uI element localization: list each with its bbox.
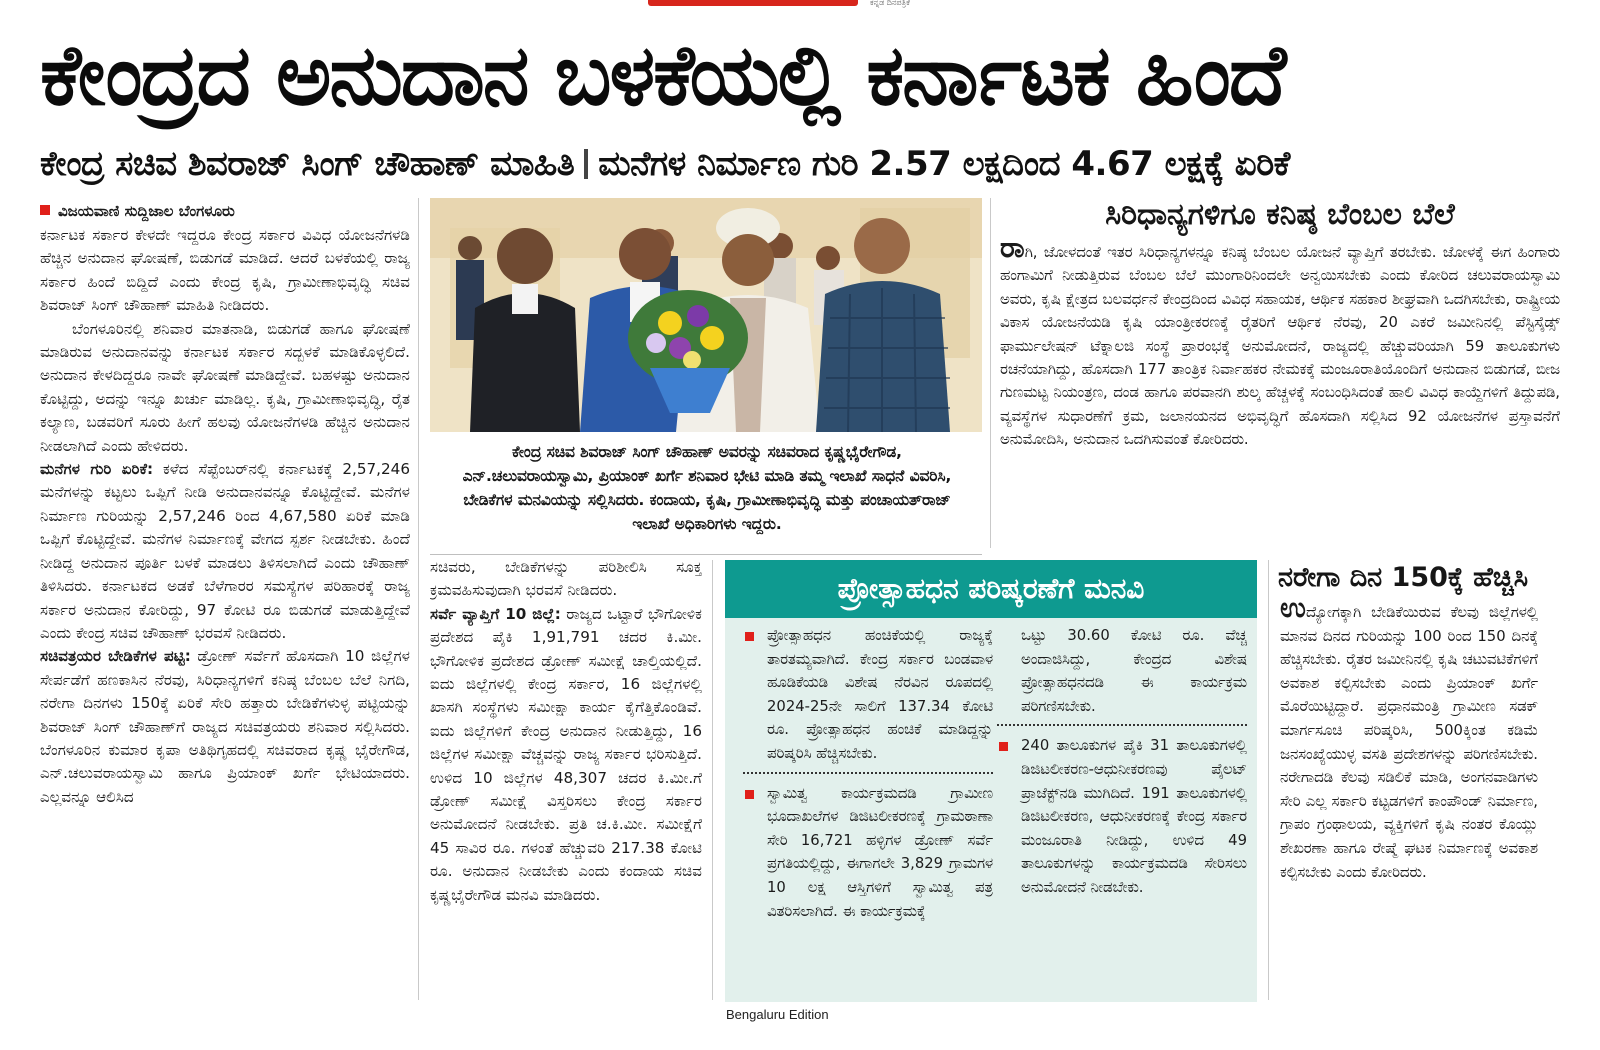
dropcap: ರಾ <box>1000 240 1025 264</box>
incentive-box-title: ಪ್ರೋತ್ಸಾಹಧನ ಪರಿಷ್ಕರಣೆಗೆ ಮನವಿ <box>725 560 1257 618</box>
main-story-paragraph <box>40 645 410 809</box>
subheadline-separator <box>584 149 588 179</box>
list-item <box>743 782 993 924</box>
caption-rule <box>430 554 982 555</box>
bullet-square-icon <box>999 742 1008 751</box>
subhead-lead: ಮನೆಗಳ ಗುರಿ ಏರಿಕೆ: <box>40 460 154 479</box>
paragraph-text: ರಾಜ್ಯದ ಒಟ್ಟಾರೆ ಭೌಗೋಳಿಕ ಪ್ರದೇಶದ ಪೈಕಿ 1,91,791 ಚದರ ಕಿ.ಮೀ. ಭೌಗೋಳಿಕ ಪ್ರದೇಶದ ಡ್ರೋಣ್ ಸಮೀಕ್ಷೆ ಚಾಲ್ತಿಯಲ್ಲಿದೆ. ಐದು ಜಿಲ್ಲೆಗಳಲ್ಲಿ ಕೇಂದ್ರ ಸರ್ಕಾರ, 16 ಜಿಲ್ಲೆಗಳಲ್ಲಿ ಖಾಸಗಿ ಸಂಸ್ಥೆಗಳು ಸಮೀಕ್ಷಾ ಕಾರ್ಯ ಕೈಗೆತ್ತಿಕೊಂಡಿವೆ. ಐದು ಜಿಲ್ಲೆಗಳಿಗೆ ಕೇಂದ್ರ ಅನುದಾನ ನೀಡುತ್ತಿದ್ದು, 16 ಜಿಲ್ಲೆಗಳ ಸಮೀಕ್ಷಾ ವೆಚ್ಚವನ್ನು ರಾಜ್ಯ ಸರ್ಕಾರ ಭರಿಸುತ್ತಿದೆ. ಉಳಿದ 10 ಜಿಲ್ಲೆಗಳ 48,307 ಚದರ ಕಿ.ಮೀ.ಗೆ ಡ್ರೋಣ್ ಸಮೀಕ್ಷೆ ವಿಸ್ತರಿಸಲು ಕೇಂದ್ರ ಸರ್ಕಾರ ಅನುಮೋದನೆ ನೀಡಬೇಕು. ಪ್ರತಿ ಚ.ಕಿ.ಮೀ. ಸಮೀಕ್ಷೆಗೆ 45 ಸಾವಿರ ರೂ. ಗಳಂತೆ ಹೆಚ್ಚುವರಿ 217.38 ಕೋಟಿ ರೂ. ಅನುದಾನ ನೀಡಬೇಕು ಎಂದು ಕಂದಾಯ ಸಚಿವ ಕೃಷ್ಣಭೈರೇಗೌಡ ಮನವಿ ಮಾಡಿದರು. <box>430 604 702 904</box>
main-story-paragraph: ಸಚಿವರು, ಬೇಡಿಕೆಗಳನ್ನು ಪರಿಶೀಲಿಸಿ ಸೂಕ್ತ ಕ್ರಮವಹಿಸುವುದಾಗಿ ಭರವಸೆ ನೀಡಿದರು. <box>430 558 702 600</box>
column-rule <box>418 198 419 1000</box>
column-rule <box>990 198 991 548</box>
list-item-continued <box>997 624 1247 718</box>
list-item-text: 240 ತಾಲೂಕುಗಳ ಪೈಕಿ 31 ತಾಲೂಕುಗಳಲ್ಲಿ ಡಿಜಿಟಲೀಕರಣ-ಆಧುನೀಕರಣವು ಪೈಲಟ್ ಪ್ರಾಜೆಕ್ಟ್‌ನಡಿ ಮುಗಿದಿದೆ. 191 ತಾಲೂಕುಗಳಲ್ಲಿ ಡಿಜಿಟಲೀಕರಣ, ಆಧುನೀಕರಣಕ್ಕೆ ಕೇಂದ್ರ ಸರ್ಕಾರ ಮಂಜೂರಾತಿ ನೀಡಿದ್ದು, ಉಳಿದ 49 ತಾಲೂಕುಗಳನ್ನು ಕಾರ್ಯಕ್ರಮದಡಿ ಸೇರಿಸಲು ಅನುಮೋದನೆ ನೀಡಬೇಕು. <box>1021 737 1247 896</box>
edition-label: Bengaluru Edition <box>726 1007 829 1022</box>
main-story-column-1 <box>40 200 410 1000</box>
list-item-text: ಒಟ್ಟು 30.60 ಕೋಟಿ ರೂ. ವೆಚ್ಚ ಅಂದಾಜಿಸಿದ್ದು, ಕೇಂದ್ರದ ವಿಶೇಷ ಪ್ರೋತ್ಸಾಹಧನದಡಿ ಈ ಕಾರ್ಯಕ್ರಮ ಪರಿಗಣಿಸಬೇಕು. <box>1021 627 1247 715</box>
nrega-story-paragraph <box>1280 600 1538 884</box>
bullet-square-icon <box>40 205 50 215</box>
headline: ಕೇಂದ್ರದ ಅನುದಾನ ಬಳಕೆಯಲ್ಲಿ ಕರ್ನಾಟಕ ಹಿಂದೆ <box>40 26 1285 124</box>
masthead-strip <box>0 0 1600 12</box>
news-photo <box>430 198 982 432</box>
list-item <box>997 734 1247 899</box>
photo-illustration <box>430 198 982 432</box>
dotted-separator <box>997 724 1247 726</box>
dotted-separator <box>743 772 993 774</box>
paragraph-text: ಡ್ರೋಣ್ ಸರ್ವೆಗೆ ಹೊಸದಾಗಿ 10 ಜಿಲ್ಲೆಗಳ ಸೇರ್ಪಡೆಗೆ ಹಣಕಾಸಿನ ನೆರವು, ಸಿರಿಧಾನ್ಯಗಳಿಗೆ ಕನಿಷ್ಠ ಬೆಂಬಲ ಬೆಲೆ ನಿಗದಿ, ನರೇಗಾ ದಿನಗಳು 150ಕ್ಕೆ ಏರಿಕೆ ಸೇರಿ ಹತ್ತಾರು ಬೇಡಿಕೆಗಳುಳ್ಳ ಪಟ್ಟಿಯನ್ನು ಶಿವರಾಜ್ ಸಿಂಗ್ ಚೌಹಾಣ್‌ಗೆ ರಾಜ್ಯದ ಸಚಿವತ್ರಯರು ಶನಿವಾರ ಸಲ್ಲಿಸಿದರು. ಬೆಂಗಳೂರಿನ ಕುಮಾರ ಕೃಪಾ ಅತಿಥಿಗೃಹದಲ್ಲಿ ಸಚಿವರಾದ ಕೃಷ್ಣ ಭೈರೇಗೌಡ, ಎನ್.ಚಲುವರಾಯಸ್ವಾಮಿ ಹಾಗೂ ಪ್ರಿಯಾಂಕ್ ಖರ್ಗೆ ಭೇಟಿಯಾದರು. ಎಲ್ಲವನ್ನೂ ಆಲಿಸಿದ <box>40 647 410 806</box>
column-rule <box>712 560 713 1000</box>
nrega-story-title: ನರೇಗಾ ದಿನ 150ಕ್ಕೆ ಹೆಚ್ಚಿಸಿ <box>1278 562 1529 593</box>
photo-caption: ಕೇಂದ್ರ ಸಚಿವ ಶಿವರಾಜ್ ಸಿಂಗ್ ಚೌಹಾಣ್ ಅವರನ್ನು ಸಚಿವರಾದ ಕೃಷ್ಣಭೈರೇಗೌಡ, ಎನ್.ಚಲುವರಾಯಸ್ವಾಮಿ, ಪ್ರಿಯಾಂಕ್ ಖರ್ಗೆ ಶನಿವಾರ ಭೇಟಿ ಮಾಡಿ ತಮ್ಮ ಇಲಾಖೆ ಸಾಧನೆ ವಿವರಿಸಿ, ಬೇಡಿಕೆಗಳ ಮನವಿಯನ್ನು ಸಲ್ಲಿಸಿದರು. ಕಂದಾಯ, ಕೃಷಿ, ಗ್ರಾಮೀಣಾಭಿವೃದ್ಧಿ ಮತ್ತು ಪಂಚಾಯತ್‌ರಾಜ್ ಇಲಾಖೆ ಅಧಿಕಾರಿಗಳು ಇದ್ದರು. <box>462 443 952 533</box>
subheadline <box>40 140 1570 188</box>
byline-text: ವಿಜಯವಾಣಿ ಸುದ್ದಿಜಾಲ ಬೆಂಗಳೂರು <box>58 202 235 220</box>
paragraph-text: ದ್ಯೋಗಕ್ಕಾಗಿ ಬೇಡಿಕೆಯಿರುವ ಕೆಲವು ಜಿಲ್ಲೆಗಳಲ್ಲಿ ಮಾನವ ದಿನದ ಗುರಿಯನ್ನು 100 ರಿಂದ 150 ದಿನಕ್ಕೆ ಹೆಚ್ಚಿಸಬೇಕು. ರೈತರ ಜಮೀನಿನಲ್ಲಿ ಕೃಷಿ ಚಟುವಟಿಕೆಗಳಿಗೆ ಅವಕಾಶ ಕಲ್ಪಿಸಬೇಕು ಎಂದು ಪ್ರಿಯಾಂಕ್ ಖರ್ಗೆ ಮೊರೆಯಿಟ್ಟಿದ್ದಾರೆ. ಪ್ರಧಾನಮಂತ್ರಿ ಗ್ರಾಮೀಣ ಸಡಕ್ ಮಾರ್ಗಸೂಚಿ ಪರಿಷ್ಕರಿಸಿ, 500ಕ್ಕಿಂತ ಕಡಿಮೆ ಜನಸಂಖ್ಯೆಯುಳ್ಳ ವಸತಿ ಪ್ರದೇಶಗಳನ್ನು ಪರಿಗಣಿಸಬೇಕು. ನರೇಗಾದಡಿ ಕೆಲವು ಸಡಿಲಿಕೆ ಮಾಡಿ, ಅಂಗನವಾಡಿಗಳು ಸೇರಿ ಎಲ್ಲ ಸರ್ಕಾರಿ ಕಟ್ಟಡಗಳಿಗೆ ಕಾಂಪೌಂಡ್ ನಿರ್ಮಾಣ, ಗ್ರಾಪಂ ಗ್ರಂಥಾಲಯ, ವ್ಯಕ್ತಿಗಳಿಗೆ ಕೃಷಿ ನಂತರ ಕೊಯ್ಲು ಶೇಖರಣಾ ಹಾಗೂ ರೇಷ್ಮೆ ಘಟಕ ನಿರ್ಮಾಣಕ್ಕೆ ಅವಕಾಶ ಕಲ್ಪಿಸಬೇಕು ಎಂದು ಕೋರಿದರು. <box>1280 604 1538 881</box>
subheadline-left: ಕೇಂದ್ರ ಸಚಿವ ಶಿವರಾಜ್ ಸಿಂಗ್ ಚೌಹಾಣ್ ಮಾಹಿತಿ <box>40 144 575 184</box>
main-story-paragraph <box>430 603 702 907</box>
list-item-text: ಪ್ರೋತ್ಸಾಹಧನ ಹಂಚಿಕೆಯಲ್ಲಿ ರಾಜ್ಯಕ್ಕೆ ತಾರತಮ್ಯವಾಗಿದೆ. ಕೇಂದ್ರ ಸರ್ಕಾರ ಬಂಡವಾಳ ಹೂಡಿಕೆಯಡಿ ವಿಶೇಷ ನೆರವಿನ ರೂಪದಲ್ಲಿ 2024-25ನೇ ಸಾಲಿಗೆ 137.34 ಕೋಟಿ ರೂ. ಪ್ರೋತ್ಸಾಹಧನ ಹಂಚಿಕೆ ಮಾಡಿದ್ದನ್ನು ಪರಿಷ್ಕರಿಸಿ ಹೆಚ್ಚಿಸಬೇಕು. <box>767 627 993 762</box>
main-story-paragraph <box>40 458 410 645</box>
subhead-lead: ಸಚಿವತ್ರಯರ ಬೇಡಿಕೆಗಳ ಪಟ್ಟಿ: <box>40 647 191 666</box>
main-story-column-2 <box>430 556 702 996</box>
paragraph-text: ಕಳೆದ ಸೆಪ್ಟೆಂಬರ್‌ನಲ್ಲಿ ಕರ್ನಾಟಕಕ್ಕೆ 2,57,246 ಮನೆಗಳನ್ನು ಕಟ್ಟಲು ಒಪ್ಪಿಗೆ ನೀಡಿ ಅನುದಾನವನ್ನೂ ಕೊಟ್ಟಿದ್ದೇವೆ. ಮನೆಗಳ ನಿರ್ಮಾಣ ಗುರಿಯನ್ನು 2,57,246 ರಿಂದ 4,67,580 ಏರಿಕೆ ಮಾಡಿ ಒಪ್ಪಿಗೆ ಕೊಟ್ಟಿದ್ದೇವೆ. ಮನೆಗಳ ನಿರ್ಮಾಣಕ್ಕೆ ವೇಗದ ಸ್ಪರ್ಶ ನೀಡಬೇಕು. ಹಿಂದೆ ನೀಡಿದ್ದ ಅನುದಾನ ಪೂರ್ತಿ ಬಳಕೆ ಮಾಡಲು ತಿಳಿಸಲಾಗಿದೆ ಎಂದು ಚೌಹಾಣ್ ತಿಳಿಸಿದರು. ಕರ್ನಾಟಕದ ಅಡಕೆ ಬೆಳೆಗಾರರ ಸಮಸ್ಯೆಗಳ ಪರಿಹಾರಕ್ಕೆ ರಾಜ್ಯ ಸರ್ಕಾರ ಅನುದಾನ ಕೋರಿದ್ದು, 97 ಕೋಟಿ ರೂ ಬಿಡುಗಡೆ ಮಾಡುತ್ತಿದ್ದೇವೆ ಎಂದು ಕೇಂದ್ರ ಸಚಿವ ಚೌಹಾಣ್ ಭರವಸೆ ನೀಡಿದರು. <box>40 460 410 642</box>
dropcap: ಉ <box>1280 600 1306 624</box>
bullet-square-icon <box>745 790 754 799</box>
masthead-logo <box>648 0 858 6</box>
byline <box>40 200 410 222</box>
paragraph-text: ಗಿ, ಜೋಳದಂತೆ ಇತರ ಸಿರಿಧಾನ್ಯಗಳನ್ನೂ ಕನಿಷ್ಠ ಬೆಂಬಲ ಯೋಜನೆ ವ್ಯಾಪ್ತಿಗೆ ತರಬೇಕು. ಜೋಳಕ್ಕೆ ಈಗ ಹಿಂಗಾರು ಹಂಗಾಮಿಗೆ ನೀಡುತ್ತಿರುವ ಬೆಂಬಲ ಬೆಲೆ ಮುಂಗಾರಿನಿಂದಲೇ ಅನ್ವಯಿಸಬೇಕು ಎಂದು ಕೋರಿದ ಚಲುವರಾಯಸ್ವಾಮಿ ಅವರು, ಕೃಷಿ ಕ್ಷೇತ್ರದ ಬಲವರ್ಧನೆ ಕೇಂದ್ರದಿಂದ ವಿವಿಧ ಸಹಾಯಕ, ಆರ್ಥಿಕ ಸಹಕಾರ ಶೀಘ್ರವಾಗಿ ಒದಗಿಸಬೇಕು, ರಾಷ್ಟ್ರೀಯ ವಿಕಾಸ ಯೋಜನೆಯಡಿ ಕೃಷಿ ಯಾಂತ್ರೀಕರಣಕ್ಕೆ ರೈತರಿಗೆ ಆರ್ಥಿಕ ನೆರವು, 20 ಎಕರೆ ಜಮೀನಿನಲ್ಲಿ ಪೆಸ್ಟಿಸೈಡ್ಸ್ ಫಾರ್ಮುಲೇಷನ್ ಟೆಕ್ನಾಲಜಿ ಸಂಸ್ಥೆ ಪ್ರಾರಂಭಕ್ಕೆ ಅನುಮೋದನೆ, ರಾಜ್ಯದಲ್ಲಿ ಹೆಚ್ಚುವರಿಯಾಗಿ 59 ತಾಲೂಕುಗಳು ರಚನೆಯಾಗಿದ್ದು, ಹೊಸದಾಗಿ 177 ತಾಂತ್ರಿಕ ನಿರ್ವಾಹಕರ ನೇಮಕಕ್ಕೆ ಮಂಜೂರಾತಿಯೊಂದಿಗೆ ಅನುದಾನ ಬಿಡುಗಡೆ, ಬೀಜ ಗುಣಮಟ್ಟ ನಿಯಂತ್ರಣ, ದಂಡ ಹಾಗೂ ಪರವಾನಗಿ ಶುಲ್ಕ ಹೆಚ್ಚಳಕ್ಕೆ ಸಂಬಂಧಿಸಿದಂತೆ ಹಾಲಿ ವಿವಿಧ ಕಾಯ್ದೆಗಳಿಗೆ ತಿದ್ದುಪಡಿ, ವ್ಯವಸ್ಥೆಗಳ ಸುಧಾರಣೆಗೆ ಕ್ರಮ, ಜಲಾನಯನದ ಅಭಿವೃದ್ಧಿಗೆ ಹೊಸದಾಗಿ ಸಲ್ಲಿಸಿದ 92 ಯೋಜನೆಗಳ ಪ್ರಸ್ತಾವನೆಗೆ ಅನುಮೋದಿಸಿ, ಅನುದಾನ ಒದಗಿಸುವಂತೆ ಕೋರಿದರು. <box>1000 244 1560 449</box>
millets-story-text <box>1000 240 1560 550</box>
subhead-lead: ಸರ್ವೆ ವ್ಯಾಪ್ತಿಗೆ 10 ಜಿಲ್ಲೆ: <box>430 604 561 623</box>
millets-story-paragraph <box>1000 240 1560 452</box>
incentive-box <box>725 560 1257 1002</box>
bullet-square-icon <box>745 632 754 641</box>
subheadline-right: ಮನೆಗಳ ನಿರ್ಮಾಣ ಗುರಿ 2.57 ಲಕ್ಷದಿಂದ 4.67 ಲಕ್ಷಕ್ಕೆ ಏರಿಕೆ <box>598 144 1290 184</box>
masthead-tagline: ಕನ್ನಡ ದಿನಪತ್ರಿಕೆ <box>870 0 911 7</box>
column-rule <box>1268 560 1269 1000</box>
millets-story-title: ಸಿರಿಧಾನ್ಯಗಳಿಗೂ ಕನಿಷ್ಠ ಬೆಂಬಲ ಬೆಲೆ <box>1105 197 1455 232</box>
main-story-paragraph: ಬೆಂಗಳೂರಿನಲ್ಲಿ ಶನಿವಾರ ಮಾತನಾಡಿ, ಬಿಡುಗಡೆ ಹಾಗೂ ಘೋಷಣೆ ಮಾಡಿರುವ ಅನುದಾನವನ್ನು ಕರ್ನಾಟಕ ಸರ್ಕಾರ ಸದ್ಬಳಕೆ ಮಾಡಿಕೊಳ್ಳಲಿದೆ. ಅನುದಾನ ಕೇಳದಿದ್ದರೂ ನಾವೇ ಘೋಷಣೆ ಮಾಡಿದ್ದೇವೆ. ಬಹಳಷ್ಟು ಅನುದಾನ ಕೊಟ್ಟಿದ್ದು, ಅದನ್ನು ಇನ್ನೂ ಖರ್ಚು ಮಾಡಿಲ್ಲ. ಕೃಷಿ, ಗ್ರಾಮೀಣಾಭಿವೃದ್ಧಿ, ರೈತ ಕಲ್ಯಾಣ, ಬಡವರಿಗೆ ಸೂರು ಹೀಗೆ ಹಲವು ಯೋಜನೆಗಳಡಿ ಹೆಚ್ಚಿನ ಅನುದಾನ ನೀಡಲಾಗಿದೆ ಎಂದು ಹೇಳಿದರು. <box>40 319 410 455</box>
list-item <box>743 624 993 766</box>
nrega-story-text <box>1280 600 1538 1000</box>
main-story-paragraph: ಕರ್ನಾಟಕ ಸರ್ಕಾರ ಕೇಳದೇ ಇದ್ದರೂ ಕೇಂದ್ರ ಸರ್ಕಾರ ವಿವಿಧ ಯೋಜನೆಗಳಡಿ ಹೆಚ್ಚಿನ ಅನುದಾನ ಘೋಷಣೆ, ಬಿಡುಗಡೆ ಮಾಡಿದೆ. ಆದರೆ ಬಳಕೆಯಲ್ಲಿ ರಾಜ್ಯ ಸರ್ಕಾರ ಹಿಂದೆ ಬಿದ್ದಿದೆ ಎಂದು ಕೇಂದ್ರ ಕೃಷಿ, ಗ್ರಾಮೀಣಾಭಿವೃದ್ಧಿ ಸಚಿವ ಶಿವರಾಜ್ ಸಿಂಗ್ ಚೌಹಾಣ್ ಮಾಹಿತಿ ನೀಡಿದರು. <box>40 226 410 315</box>
incentive-box-column-1 <box>743 624 993 996</box>
incentive-box-column-2 <box>997 624 1247 996</box>
list-item-text: ಸ್ವಾಮಿತ್ವ ಕಾರ್ಯಕ್ರಮದಡಿ ಗ್ರಾಮೀಣ ಭೂದಾಖಲೆಗಳ ಡಿಜಿಟಲೀಕರಣಕ್ಕೆ ಗ್ರಾಮಠಾಣಾ ಸೇರಿ 16,721 ಹಳ್ಳಿಗಳ ಡ್ರೋಣ್ ಸರ್ವೆ ಪ್ರಗತಿಯಲ್ಲಿದ್ದು, ಈಗಾಗಲೇ 3,829 ಗ್ರಾಮಗಳ 10 ಲಕ್ಷ ಆಸ್ತಿಗಳಿಗೆ ಸ್ವಾಮಿತ್ವ ಪತ್ರ ವಿತರಿಸಲಾಗಿದೆ. ಈ ಕಾರ್ಯಕ್ರಮಕ್ಕೆ <box>767 784 993 920</box>
